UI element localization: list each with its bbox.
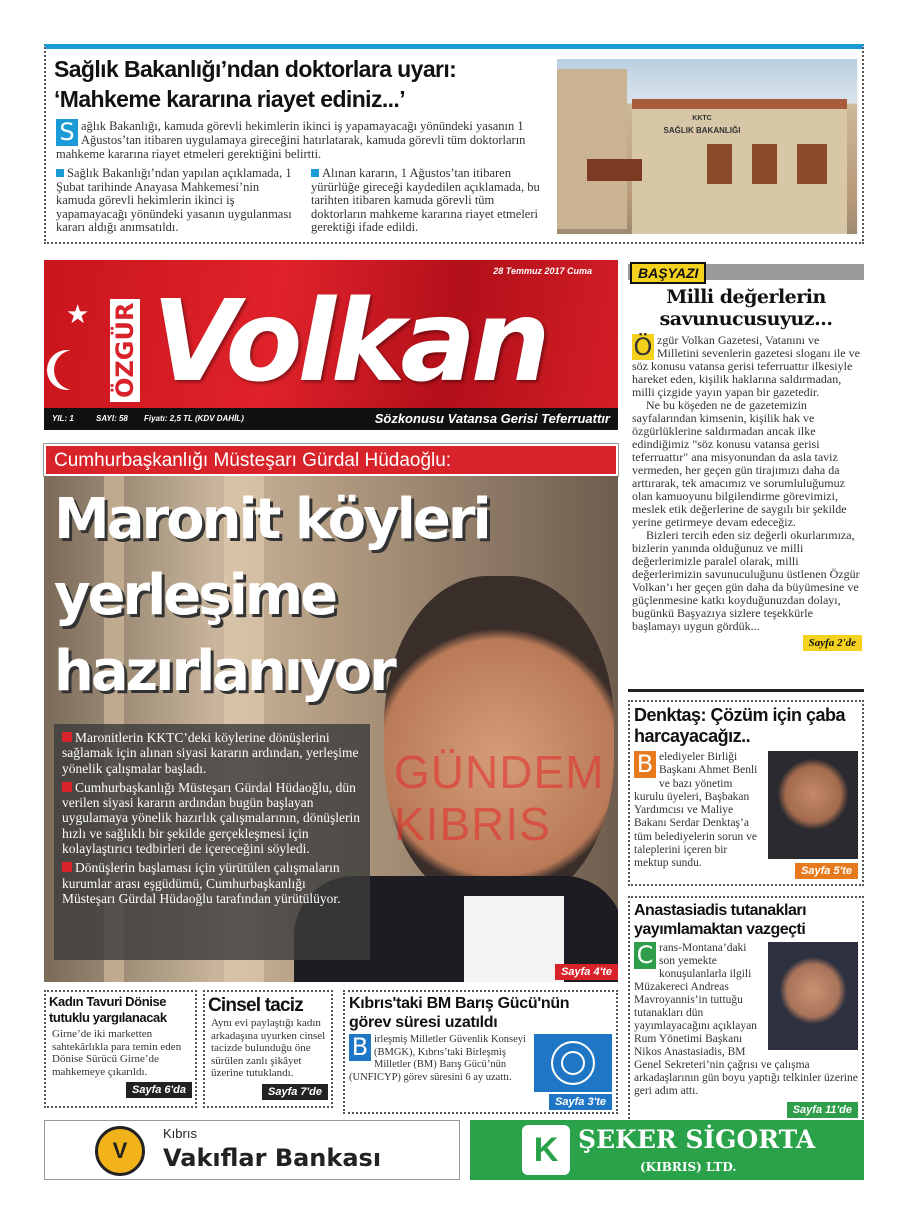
vakiflar-logo-icon: V (95, 1126, 145, 1176)
page-ref-6[interactable]: Sayfa 6'da (126, 1082, 192, 1098)
year: YIL: 1 (52, 414, 74, 423)
main-story-kicker (44, 444, 618, 476)
bottom-story-1 (44, 990, 197, 1108)
bottom-story-3 (343, 990, 618, 1114)
headline-line: hazırlanıyor (54, 639, 394, 704)
page-ref-2[interactable]: Sayfa 2'de (803, 635, 862, 651)
drop-cap: C (634, 942, 656, 969)
drop-cap: S (56, 119, 78, 146)
ad-left-big: Vakıflar Bankası (163, 1144, 382, 1172)
ad-right-small: (KIBRIS) LTD. (640, 1160, 737, 1174)
seker-logo-icon: K (522, 1125, 570, 1175)
slogan: Sözkonusu Vatansa Gerisi Teferruattır (374, 411, 610, 426)
price: Fiyatı: 2,5 TL (KDV DAHİL) (144, 414, 244, 423)
page-ref-3[interactable]: Sayfa 3'te (549, 1094, 612, 1110)
editorial-body (632, 334, 862, 651)
editorial-title: Milli değerlerin savunucusuyuz... (659, 286, 833, 330)
bullet-text: Dönüşlerin başlaması için yürütülen çalışmaların kurumlar arası eşgüdümü, Cumhurbaşkanlığı Müsteşarı Gürdal Hüdaoğlu tarafından yürütülüyor. (62, 860, 341, 906)
denktas-text (634, 751, 762, 879)
main-story-photo (44, 476, 618, 982)
bullet-text: Maronitlerin KKTC’deki köylerine dönüşlerini sağlamak için alınan siyasi kararın ardından, yerleşime yönelik çalışmalar başladı. (62, 730, 359, 776)
story-text: Aynı evi paylaştığı kadın arkadaşına uyurken cinsel tacizde bulunduğu öne sürülen zanlı şikâyet üzerine tutuklandı. (211, 1017, 326, 1079)
top-col-2 (311, 167, 551, 235)
editorial (628, 262, 864, 692)
top-col-1 (56, 167, 301, 235)
bullet-icon (311, 169, 319, 177)
story-title: Cinsel taciz (208, 995, 303, 1016)
story-text: rans-Montana’daki son yemekte konuşulanlarla ilgili Müzakereci Andreas Mavroyannis’in tuttuğu tutanakları dün yayımlayacağını açıklayan Rum Yönetimi Başkanı Nikos Anastasiadis, BM Genel Sekreteri’nin çağrısı ve çalışma arkadaşlarının gün boyu yaptığı telkinler üzerine geri adım attı. (634, 942, 858, 1097)
bottom-story-2 (203, 990, 333, 1108)
ad-right-big: ŞEKER SİGORTA (578, 1125, 816, 1154)
sign-kktc: KKTC (692, 115, 712, 122)
kicker-text: Cumhurbaşkanlığı Müsteşarı Gürdal Hüdaoğlu: (54, 450, 452, 471)
editorial-p3: Bizleri tercih eden siz değerli okurlarımıza, bizlerin yanında olduğunuz ve milli değerlerimizle paralel olarak, milli değerlerimizin savunuculuğunu üstlenen Özgür Volkan’ı her geçen gün daha da büyümesine ve güçlenmesine katkı koyduğunuzdan dolayı, bugünkü Başyazıya sizlere teşekkürle başlamayı uygun gördük... (632, 528, 860, 633)
masthead (44, 260, 618, 430)
ad-seker-sigorta[interactable] (470, 1120, 864, 1180)
flag-star-icon: ★ (66, 299, 90, 329)
col-text: Alınan kararın, 1 Ağustos’tan itibaren yürürlüğe gireceği kaydedilen açıklamada, bu tarihten itibaren kamuda görevli tüm doktorların mahkeme kararına riayet etmeleri gerektiği ifade edildi. (311, 166, 540, 234)
sign-ministry: SAĞLIK BAKANLIĞI (663, 126, 741, 135)
drop-cap: Ö (633, 333, 653, 361)
top-lead (56, 119, 551, 161)
page-ref-7[interactable]: Sayfa 7'de (262, 1084, 328, 1100)
ad-left-small: Kıbrıs (163, 1126, 197, 1141)
un-emblem-icon (551, 1041, 595, 1085)
bullet-icon (62, 782, 72, 792)
editorial-p2: Ne bu köşeden ne de gazetemizin sayfalarından kimsenin, kişilik hak ve özgürlüklerine saldırmadan ancak ilke edindiğimiz "söz konusu vatansa gerisi teferruattır" ana misyonundan da asla taviz vermeden, her geçen gün tirajımızı daha da arttırarak, tek amacımız ve sorumluluğumuz olan kamuoyunu bilgilendirme görevimizi, meslek etik değerlerine de saygılı bir şekilde yerine getirmeye devam edeceğiz. (632, 398, 847, 529)
bullet-icon (56, 169, 64, 177)
main-bullets (54, 724, 370, 960)
headline-line: Maronit köyleri (54, 487, 489, 552)
issue-number: SAYI: 58 (96, 414, 128, 423)
anastasiadis-story (628, 896, 864, 1123)
top-headline-1: Sağlık Bakanlığı’ndan doktorlara uyarı: (54, 56, 457, 82)
page-ref-5[interactable]: Sayfa 5'te (795, 863, 858, 879)
issue-date: 28 Temmuz 2017 Cuma (493, 266, 592, 276)
logo-ozgur: ÖZGÜR (110, 299, 140, 402)
masthead-bar (44, 408, 618, 430)
watermark: GÜNDEM KIBRIS (394, 746, 605, 850)
story-title: Kadın Tavuri Dönise tutuklu yargılanacak (49, 994, 167, 1025)
drop-cap: B (634, 751, 656, 778)
anastasiadis-title: Anastasiadis tutanakları yayımlamaktan vazgeçti (634, 902, 807, 938)
story-text (349, 1034, 612, 1084)
top-headline-2: ‘Mahkeme kararına riayet ediniz...’ (54, 86, 405, 112)
denktas-body (634, 751, 858, 879)
story-text: Girne’de iki marketten sahtekârlıkla para temin eden Dönise Sürücü Girne’de mahkemeye çıkarıldı. (52, 1028, 182, 1078)
page-ref-11[interactable]: Sayfa 11'de (787, 1102, 858, 1118)
lead-text: ağlık Bakanlığı, kamuda görevli hekimlerin ikinci iş yapamayacağı yönündeki yasanın 1 Ağustos’tan itibaren uygulamaya gireceğini hatırlatarak, kamuda görevli tüm doktorların mahkeme kararına riayet etmeleri gerektiğini belirtti. (56, 119, 526, 161)
page-ref-4[interactable]: Sayfa 4'te (555, 964, 618, 980)
editorial-p1: zgür Volkan Gazetesi, Vatanını ve Milletini sevenlerin gazetesi sloganı ile ve söz konusu vatansa gerisi teferruattır ilkesiyle hareket eden, kişilik haklarına saldırmadan, milli çizgide yayın yapan bir gazetedir. (632, 333, 860, 399)
main-headline (54, 482, 489, 710)
un-logo (534, 1034, 612, 1092)
drop-cap: B (349, 1034, 371, 1061)
anastasiadis-photo (768, 942, 858, 1050)
top-story (44, 44, 864, 244)
editorial-label: BAŞYAZI (630, 262, 706, 284)
ad-vakiflar[interactable] (44, 1120, 460, 1180)
denktas-title: Denktaş: Çözüm için çaba harcayacağız.. (634, 705, 846, 746)
headline-line: yerleşime (54, 563, 336, 628)
col-text: Sağlık Bakanlığı’ndan yapılan açıklamada, 1 Şubat tarihinde Anayasa Mahkemesi’nin kamuda görevli hekimlerin ikinci iş yapamayacağı yönündeki yasanın uygulanması kararı aldığı anımsatıldı. (56, 166, 292, 234)
anastasiadis-text (634, 942, 858, 1098)
story-text: elediyeler Birliği Başkanı Ahmet Benli ve bazı yönetim kurulu üyeleri, Başbakan Yardımcısı ve Maliye Bakanı Serdar Denktaş’a tüm belediyelerin sorun ve taleplerini içeren bir mektup sundu. (634, 751, 758, 870)
denktas-story (628, 700, 864, 886)
flag-crescent-icon (54, 350, 94, 390)
bullet-icon (62, 732, 72, 742)
story-title: Kıbrıs'taki BM Barış Gücü'nün görev süresi uzatıldı (349, 995, 570, 1031)
denktas-photo (768, 751, 858, 859)
logo-volkan: Volkan (152, 277, 546, 407)
bullet-text: Cumhurbaşkanlığı Müsteşarı Gürdal Hüdaoğlu, dün verilen siyasi kararın ardından bugün başlayan uygulamaya yönelik hazırlık çalışmalarının, dönüşlerin hızlı ve sağlıklı bir şekilde gerçekleşmesi için kolaylaştırıcı tedbirleri de içereceğini söyledi. (62, 779, 361, 857)
story-text-body: irleşmiş Milletler Güvenlik Konseyi (BMGK), Kıbrıs’taki Birleşmiş Milletler (BM) Barış Gücü’nün (UNFICYP) görev süresini 6 ay uzattı. (349, 1034, 526, 1083)
bullet-icon (62, 862, 72, 872)
ministry-building-photo (557, 59, 857, 234)
